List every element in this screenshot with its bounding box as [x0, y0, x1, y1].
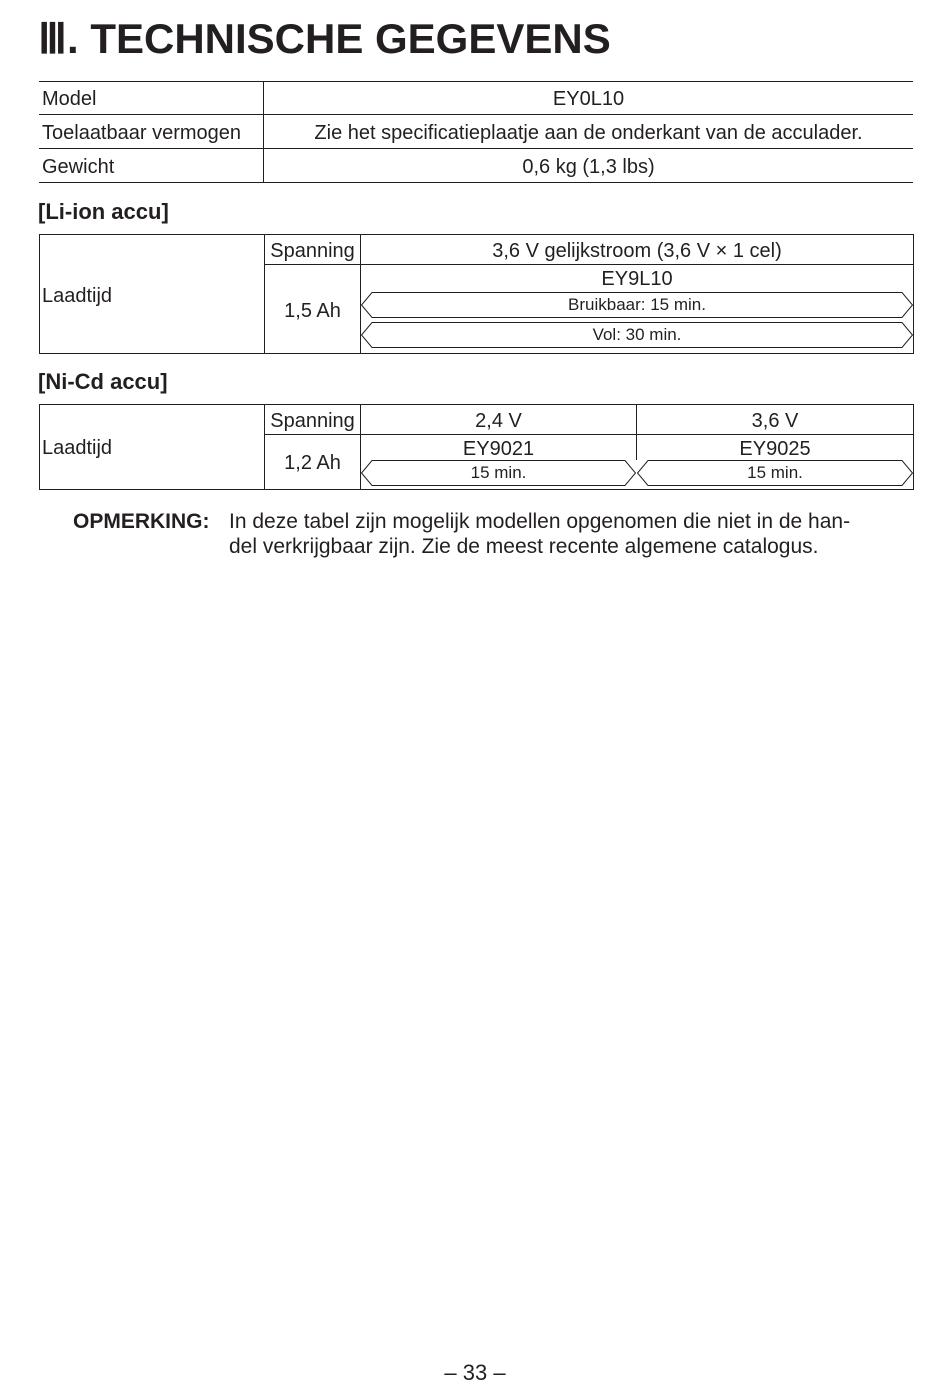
li-ion-voltage-label: Spanning [270, 240, 355, 262]
rating-label: Toelaatbaar vermogen [42, 122, 242, 144]
ni-cd-voltage-2-4: 2,4 V [475, 410, 522, 432]
weight-label: Gewicht [42, 156, 115, 178]
rating-value: Zie het specificatieplaatje aan de onderkant van de acculader. [314, 122, 863, 144]
section-title: TECHNISCHE GEGEVENS [90, 15, 611, 62]
li-ion-section-title: [Li-ion accu] [38, 199, 169, 224]
li-ion-capacity: 1,5 Ah [284, 300, 341, 322]
note-line: del verkrijgbaar zijn. Zie de meest recente algemene catalogus. [229, 535, 819, 558]
page-number: – 33 – [444, 1360, 506, 1385]
ni-cd-voltage-label: Spanning [270, 410, 355, 432]
table-rule [264, 434, 914, 435]
page-title [38, 14, 611, 64]
ni-cd-model-ey9025: EY9025 [739, 438, 811, 460]
li-ion-model: EY9L10 [601, 268, 673, 290]
table-rule [39, 148, 913, 149]
note-text [229, 509, 919, 559]
ni-cd-capacity: 1,2 Ah [284, 452, 341, 474]
li-ion-charge-time-label: Laadtijd [42, 285, 113, 307]
li-ion-usable-time: Bruikbaar: 15 min. [568, 295, 706, 314]
section-numeral: Ⅲ. [38, 15, 79, 62]
table-rule [264, 264, 914, 265]
model-label: Model [42, 88, 97, 110]
ni-cd-voltage-3-6: 3,6 V [751, 410, 799, 432]
ni-cd-time-ey9025: 15 min. [747, 463, 803, 482]
model-value: EY0L10 [552, 88, 625, 110]
ni-cd-time-ey9021: 15 min. [470, 463, 527, 482]
ni-cd-section-title: [Ni-Cd accu] [38, 369, 168, 394]
table-rule [39, 182, 913, 183]
note-label: OPMERKING: [73, 510, 210, 533]
li-ion-voltage-value: 3,6 V gelijkstroom (3,6 V × 1 cel) [492, 240, 782, 262]
li-ion-full-time: Vol: 30 min. [592, 325, 682, 344]
table-rule [39, 81, 913, 82]
ni-cd-model-ey9021: EY9021 [462, 438, 535, 460]
weight-value: 0,6 kg (1,3 lbs) [522, 156, 655, 178]
note-line: In deze tabel zijn mogelijk modellen opgenomen die niet in de han- [229, 510, 851, 533]
ni-cd-charge-time-label: Laadtijd [42, 437, 113, 459]
table-rule [39, 114, 913, 115]
